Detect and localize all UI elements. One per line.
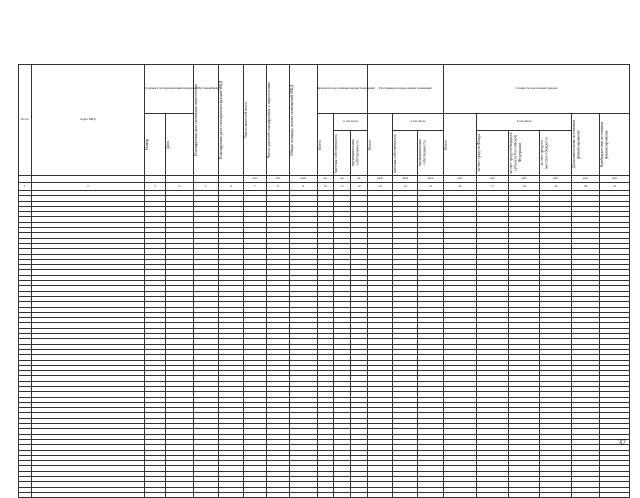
- header-residents-total: Число жителей всего: [242, 102, 248, 138]
- column-number-cell: 18: [508, 183, 540, 191]
- header-premises-incl: в том числе: [334, 114, 368, 131]
- unit-cell: ед.: [317, 176, 334, 183]
- header-premises-private: частная собственность: [333, 133, 339, 173]
- unit-cell: руб.: [443, 176, 477, 183]
- header-cost: Стоимость переселения граждан: [443, 65, 629, 114]
- table-cell: [600, 492, 630, 497]
- header-cost-incl: в том числе: [477, 114, 572, 131]
- header-planned-end: Планируемая дата окончания переселения: [192, 83, 198, 157]
- table-row: [19, 492, 630, 497]
- column-number-cell: 15: [418, 183, 443, 191]
- header-premises-count: Количество расселяемых жилых помещений: [317, 65, 367, 114]
- column-number-cell: 16: [443, 183, 477, 191]
- unit-cell: кв.м: [393, 176, 418, 183]
- header-doc-number: Номер: [144, 138, 150, 151]
- unit-cell: [31, 176, 145, 183]
- column-number-cell: 21: [600, 183, 630, 191]
- table-cell: [218, 492, 243, 497]
- column-numbers-row: [19, 183, 630, 191]
- table-cell: [477, 492, 509, 497]
- header-extra-sources2: Внебюджетные источники финансирования: [599, 121, 609, 168]
- table-body: [19, 191, 630, 498]
- table-cell: [571, 492, 599, 497]
- header-total-area: Общая площадь жилых помещений МКД: [289, 84, 295, 156]
- unit-cell: руб.: [508, 176, 540, 183]
- header-cost-total: Всего: [442, 139, 448, 150]
- column-number-cell: 6: [218, 183, 243, 191]
- page-number: 37: [618, 438, 626, 447]
- column-number-cell: 10: [317, 183, 334, 191]
- table-cell: [508, 492, 540, 497]
- table-cell: [540, 492, 572, 497]
- column-number-cell: 7: [243, 183, 266, 191]
- unit-cell: [19, 176, 32, 183]
- table-cell: [368, 492, 393, 497]
- table-cell: [166, 492, 193, 497]
- column-number-cell: 4: [166, 183, 193, 191]
- table-cell: [31, 492, 145, 497]
- unit-cell: [218, 176, 243, 183]
- unit-cell: руб.: [571, 176, 599, 183]
- unit-cell: кв.м: [368, 176, 393, 183]
- column-number-cell: 1: [19, 183, 32, 191]
- column-number-cell: 12: [351, 183, 368, 191]
- table-cell: [443, 492, 477, 497]
- header-area-municipal: муниципальная собственность: [417, 139, 427, 167]
- column-number-cell: 11: [334, 183, 351, 191]
- unit-cell: ед.: [334, 176, 351, 183]
- unit-cell: руб.: [540, 176, 572, 183]
- resettlement-table: [18, 64, 630, 498]
- table-cell: [418, 492, 443, 497]
- header-address: Адрес МКД: [31, 65, 145, 176]
- header-document: Документ, подтверждающий признание МКД аварийным: [145, 65, 193, 114]
- table-cell: [267, 492, 290, 497]
- table-cell: [290, 492, 317, 497]
- column-number-cell: 14: [393, 183, 418, 191]
- table-cell: [393, 492, 418, 497]
- header-extra-sources: Дополнительные источники финансирования: [570, 120, 581, 169]
- unit-cell: кв.м: [290, 176, 317, 183]
- unit-cell: руб.: [477, 176, 509, 183]
- header-cost-fund: за счет средств Фонда: [476, 134, 482, 172]
- unit-cell: чел.: [267, 176, 290, 183]
- header-premises-total: Всего: [316, 139, 322, 150]
- column-number-cell: 3: [145, 183, 166, 191]
- unit-cell: руб.: [600, 176, 630, 183]
- column-number-cell: 8: [267, 183, 290, 191]
- table-cell: [243, 492, 266, 497]
- header-cost-municipal: за счет средств местного бюджета: [539, 137, 549, 169]
- column-number-cell: 19: [540, 183, 572, 191]
- table-cell: [145, 492, 166, 497]
- column-number-cell: 5: [193, 183, 218, 191]
- table-cell: [334, 492, 351, 497]
- header-doc-date: Дата: [165, 140, 171, 149]
- column-number-cell: 13: [368, 183, 393, 191]
- header-premises-municipal: муниципальная собственность: [350, 139, 360, 167]
- header-resettled-area: Расселяемая площадь жилых помещений: [368, 65, 444, 114]
- column-number-cell: 20: [571, 183, 599, 191]
- unit-cell: чел.: [243, 176, 266, 183]
- header-area-incl: в том числе: [393, 114, 444, 131]
- column-number-cell: 2: [31, 183, 145, 191]
- unit-cell: [193, 176, 218, 183]
- unit-cell: кв.м: [418, 176, 443, 183]
- header-cost-subject: за счет средств бюджета субъекта Российской Федерации: [507, 132, 522, 174]
- table-cell: [351, 492, 368, 497]
- header-planned-demolition: Планируемая дата сноса/реконструкции МКД: [217, 80, 223, 160]
- column-number-cell: 9: [290, 183, 317, 191]
- unit-cell: [166, 176, 193, 183]
- column-number-cell: 17: [477, 183, 509, 191]
- table-cell: [193, 492, 218, 497]
- header-area-private: частная собственность: [392, 133, 398, 173]
- unit-cell: ед.: [351, 176, 368, 183]
- header-area-total: Всего: [367, 139, 372, 150]
- units-row: [19, 176, 630, 183]
- header-residents-planned: Число жителей планируемых к переселению: [266, 81, 272, 159]
- table-cell: [19, 492, 32, 497]
- table-cell: [317, 492, 334, 497]
- unit-cell: [145, 176, 166, 183]
- header-no: № п/п: [19, 65, 32, 176]
